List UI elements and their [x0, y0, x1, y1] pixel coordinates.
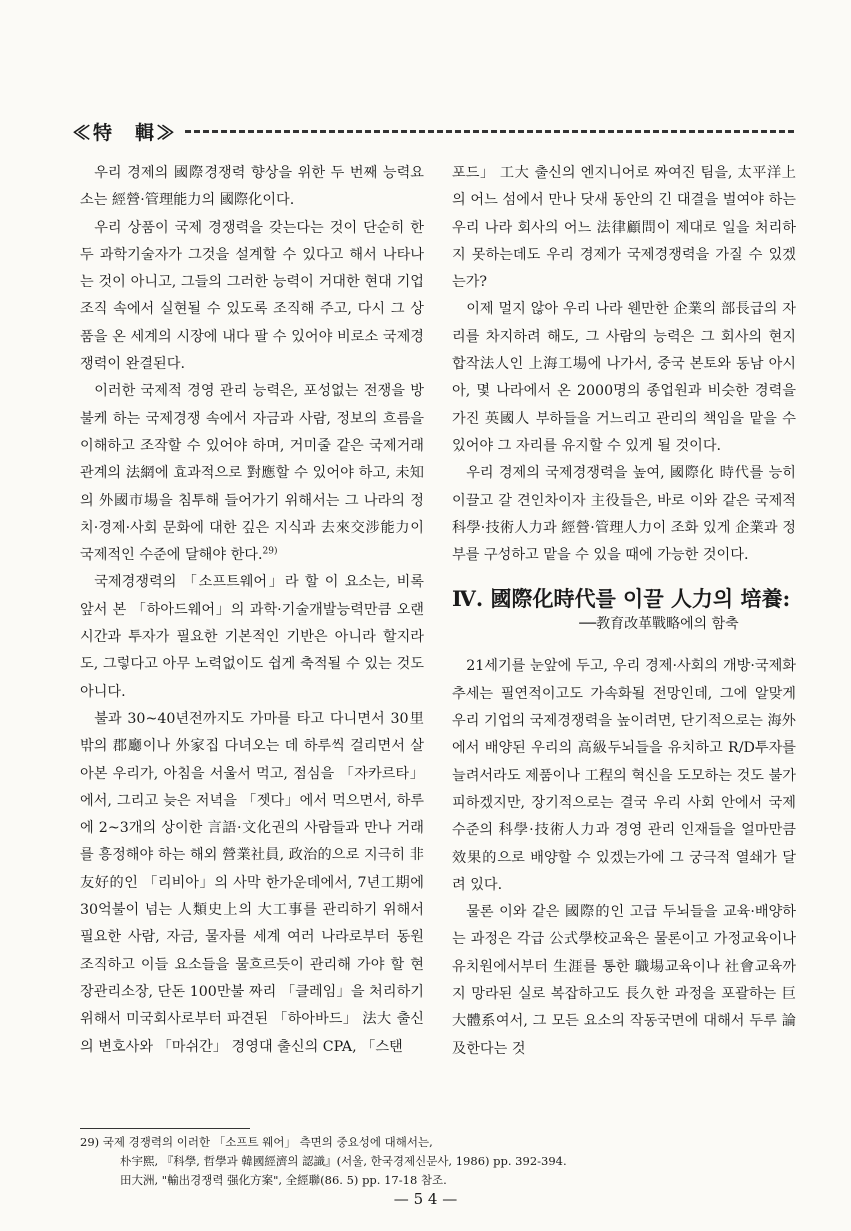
- header-dashed-rule: [185, 130, 794, 133]
- paragraph-text: 이러한 국제적 경영 관리 능력은, 포성없는 전쟁을 방불케 하는 국제경쟁 속에서 자금과 사람, 정보의 흐름을 이해하고 조작할 수 있어야 하며, 거미줄 같은 국제거래관계의 法網에 효과적으로 對應할 수 있어야 하고, 未知의 外國市場을 침투해 들어가기 위해서는 그 나라의 정치·경제·사회 문화에 대한 깊은 지식과 去來交涉能力이 국제적인 수준에 달해야 한다.: [80, 383, 424, 564]
- paragraph: [80, 378, 424, 569]
- paragraph: 우리 경제의 국제경쟁력을 높여, 國際化 時代를 능히 이끌고 갈 견인차이자 主役들은, 바로 이와 같은 국제적 科學·技術人力과 經營·管理人力이 조화 있게 企業과 정부를 구성하고 맡을 수 있을 때에 가능한 것이다.: [452, 465, 796, 564]
- footnote-line: 朴宇熙, 『科學, 哲學과 韓國經濟의 認識』(서울, 한국경제신문사, 1986) pp. 392-394.: [120, 1154, 567, 1168]
- section-header: [72, 116, 794, 146]
- footnote-marker: 29): [262, 546, 278, 557]
- footnote-line: 29) 국제 경쟁력의 이러한 「소프트 웨어」 측면의 중요성에 대해서는,: [80, 1135, 433, 1149]
- feature-label: ≪特 輯≫: [72, 121, 178, 144]
- section-heading: Ⅳ. 國際化時代를 이끌 人力의 培養:: [452, 586, 791, 612]
- footnote-rule: [80, 1128, 250, 1129]
- paragraph: 불과 30~40년전까지도 가마를 타고 다니면서 30里 밖의 郡廳이나 外家집 다녀오는 데 하루씩 걸리면서 살아본 우리가, 아침을 서울서 먹고, 점심을 「자카르타」에서, 그리고 늦은 저녁을 「젯다」에서 먹으면서, 하루에 2~3개의 상이한 言語·文化권의 사람들과 만나 거래를 흥정해야 하는 해외 營業社員, 政治的으로 지극히 非友好的인 「리비아」의 사막 한가운데에서, 7년工期에 30억불이 넘는 人類史上의 大工事를 관리하기 위해서 필요한 사람, 자금, 물자를 세계 여러 나라로부터 동원 조직하고 이들 요소들을 물흐르듯이 관리해 가야 할 현장관리소장, 단돈 100만불 짜리 「클레임」을 처리하기 위해서 미국회사로부터 파견된 「하아바드」 法大 출신의 변호사와 「마쉬간」 경영대 출신의 CPA, 「스탠: [80, 710, 424, 1055]
- paragraph: 포드」 工大 출신의 엔지니어로 짜여진 팀을, 太平洋上의 어느 섬에서 만나 닷새 동안의 긴 대결을 벌여야 하는 우리 나라 회사의 어느 法律顧問이 제대로 일을 처리하지 못하는데도 우리 경제가 국제경쟁력을 가질 수 있겠는가?: [452, 165, 796, 291]
- page-number: — 5 4 —: [393, 1190, 458, 1208]
- left-column: [80, 160, 424, 1061]
- paragraph: 21세기를 눈앞에 두고, 우리 경제·사회의 개방·국제화 추세는 필연적이고도 가속화될 전망인데, 그에 알맞게 우리 기업의 국제경쟁력을 높이려면, 단기적으로는 海外에서 배양된 우리의 高級두뇌들을 유치하고 R/D투자를 늘려서라도 제품이나 工程의 혁신을 도모하는 것도 불가피하겠지만, 장기적으로는 결국 우리 사회 안에서 국제 수준의 科學·技術人力과 경영 관리 인재들을 얼마만큼 效果的으로 배양할 수 있겠는가에 그 궁극적 열쇄가 달려 있다.: [452, 658, 796, 893]
- paragraph: 국제경쟁력의 「소프트웨어」라 할 이 요소는, 비록 앞서 본 「하아드웨어」의 과학·기술개발능력만큼 오랜 시간과 투자가 필요한 기본적인 기반은 아니라 할지라도, 그렇다고 아무 노력없이도 쉽게 축적될 수 있는 것도 아니다.: [80, 574, 424, 700]
- paragraph: 물론 이와 같은 國際的인 고급 두뇌들을 교육·배양하는 과정은 각급 公式學校교육은 물론이고 가정교육이나 유치원에서부터 生涯를 통한 職場교육이나 社會교육까지 망라된 실로 복잡하고도 長久한 과정을 포괄하는 巨大體系여서, 그 모든 요소의 작동국면에 대해서 두루 論及한다는 것: [452, 904, 796, 1057]
- right-column: [452, 160, 796, 1063]
- paragraph: 우리 상품이 국제 경쟁력을 갖는다는 것이 단순히 한두 과학기술자가 그것을 설계할 수 있다고 해서 나타나는 것이 아니고, 그들의 그러한 능력이 거대한 현대 기업조직 속에서 실현될 수 있도록 조직해 주고, 다시 그 상품을 온 세계의 시장에 내다 팔 수 있어야 비로소 국제경쟁력이 완결된다.: [80, 219, 424, 373]
- footnotes: [80, 1128, 780, 1190]
- paragraph: 우리 경제의 國際경쟁력 향상을 위한 두 번째 능력요소는 經營·管理能力의 國際化이다.: [80, 165, 424, 209]
- section-subheading: ──教育改革戰略에의 함축: [579, 616, 739, 633]
- paragraph: 이제 멀지 않아 우리 나라 웬만한 企業의 部長급의 자리를 차지하려 해도, 그 사람의 능력은 그 회사의 현지 합작法人인 上海工場에 나가서, 중국 본토와 동남 아시아, 몇 나라에서 온 2000명의 종업원과 비슷한 경력을 가진 英國人 부하들을 거느리고 관리의 책임을 맡을 수 있어야 그 자리를 유지할 수 있게 될 것이다.: [452, 301, 796, 454]
- footnote-line: 田大洲, "輸出경쟁력 强化方案", 全經聯(86. 5) pp. 17-18 참조.: [120, 1173, 447, 1187]
